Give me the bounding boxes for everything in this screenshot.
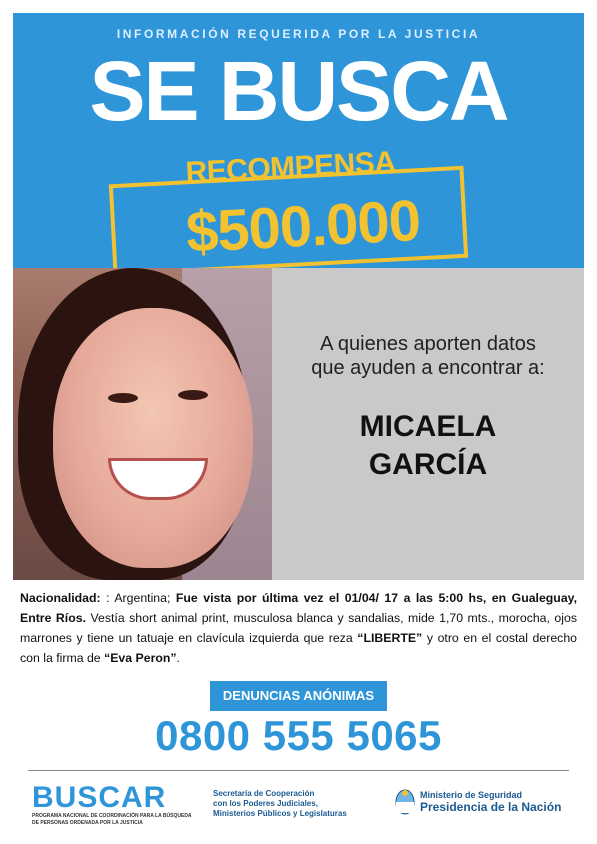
nationality-value: : Argentina; [106, 591, 171, 605]
last-seen-text: Fue vista por última vez el 01/04/ 17 a las 5:00 hs, en Gualeguay, Entre Ríos. [20, 591, 578, 625]
tattoo-1: “LIBERTE” [357, 631, 423, 645]
missing-person-name [272, 408, 584, 484]
secretaria-line-1: Secretaría de Cooperación [213, 789, 315, 798]
ministerio-line-1: Ministerio de Seguridad [420, 790, 523, 800]
info-panel [272, 268, 584, 580]
name-line-1: MICAELA [359, 410, 497, 443]
tattoo-2: “Eva Peron” [104, 651, 177, 665]
buscar-logo: BUSCAR [32, 781, 167, 814]
footer-divider [28, 770, 569, 771]
photo-eye-right [178, 390, 208, 400]
hotline-label: DENUNCIAS ANÓNIMAS [210, 681, 387, 711]
argentina-shield-icon [395, 789, 415, 815]
secretaria-line-3: Ministerios Públicos y Legislaturas [213, 809, 347, 818]
ministerio-line-2: Presidencia de la Nación [420, 800, 562, 814]
buscar-tagline: PROGRAMA NACIONAL DE COORDINACIÓN PARA LA BÚSQUEDA DE PERSONAS ORDENADA POR LA JUSTICIA [32, 813, 192, 826]
intro-line-2: que ayuden a encontrar a: [311, 357, 545, 379]
photo-eye-left [108, 393, 138, 403]
secretaria-text [213, 789, 347, 819]
header-banner [13, 13, 584, 268]
intro-line-1: A quienes aporten datos [320, 333, 536, 355]
description-text [20, 588, 577, 668]
reward-label: RECOMPENSA [184, 145, 397, 190]
footer [0, 775, 597, 835]
intro-text [272, 332, 584, 380]
ministerio-text [420, 790, 561, 814]
page-title: SE BUSCA [89, 44, 508, 138]
secretaria-line-2: con los Poderes Judiciales, [213, 799, 318, 808]
header-subtitle: INFORMACIÓN REQUERIDA POR LA JUSTICIA [116, 27, 481, 41]
photo-smile [108, 458, 208, 500]
and-other-text: y otro en el costal derecho con la firma de [20, 631, 577, 665]
name-line-2: GARCÍA [368, 448, 488, 481]
desc-end: . [176, 651, 180, 665]
nationality-label: Nacionalidad: [20, 591, 101, 605]
photo-face [53, 308, 253, 568]
hotline-number[interactable]: 0800 555 5065 [155, 712, 442, 759]
person-photo [13, 268, 272, 580]
reward-amount: $500.000 [184, 187, 422, 266]
details-text: Vestía short animal print, musculosa blanca y sandalias, mide 1,70 mts., morocha, ojos marrones y tiene un tatuaje en clavícula izquierda que reza [20, 611, 577, 645]
